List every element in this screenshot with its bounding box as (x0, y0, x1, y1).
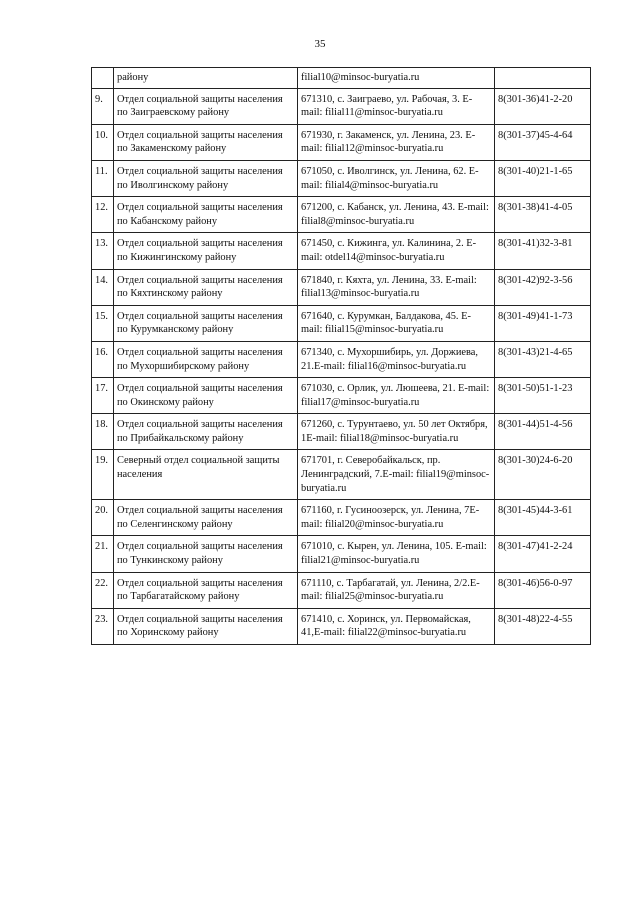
office-name: Отдел социальной защиты населения по Тункинскому району (114, 536, 298, 572)
office-address: 671410, с. Хоринск, ул. Первомайская, 41,E-mail: filial22@minsoc-buryatia.ru (298, 608, 495, 644)
row-number: 16. (92, 341, 114, 377)
table-row (92, 572, 591, 608)
office-phone: 8(301-36)41-2-20 (495, 88, 591, 124)
table-row (92, 233, 591, 269)
row-number: 23. (92, 608, 114, 644)
office-name: Отдел социальной защиты населения по Иволгинскому району (114, 160, 298, 196)
table-row (92, 160, 591, 196)
office-name: Отдел социальной защиты населения по Окинскому району (114, 378, 298, 414)
office-address: 671160, г. Гусиноозерск, ул. Ленина, 7E-mail: filial20@minsoc-buryatia.ru (298, 500, 495, 536)
row-number: 21. (92, 536, 114, 572)
page-number: 35 (314, 38, 326, 50)
table-row (92, 450, 591, 500)
office-address: 671930, г. Закаменск, ул. Ленина, 23. E-mail: filial12@minsoc-buryatia.ru (298, 124, 495, 160)
office-address: 671310, с. Заиграево, ул. Рабочая, 3. E-mail: filial11@minsoc-buryatia.ru (298, 88, 495, 124)
office-phone: 8(301-50)51-1-23 (495, 378, 591, 414)
office-name: Отдел социальной защиты населения по Селенгинскому району (114, 500, 298, 536)
row-number: 17. (92, 378, 114, 414)
table-row (92, 88, 591, 124)
office-address: 671260, с. Турунтаево, ул. 50 лет Октября, 1E-mail: filial18@minsoc-buryatia.ru (298, 414, 495, 450)
row-number: 11. (92, 160, 114, 196)
table-row (92, 269, 591, 305)
table-row (92, 500, 591, 536)
office-phone: 8(301-46)56-0-97 (495, 572, 591, 608)
table-row (92, 414, 591, 450)
office-address: 671340, с. Мухоршибирь, ул. Доржиева, 21.E-mail: filial16@minsoc-buryatia.ru (298, 341, 495, 377)
office-name: Отдел социальной защиты населения по Кижингинскому району (114, 233, 298, 269)
row-number: 20. (92, 500, 114, 536)
row-number: 9. (92, 88, 114, 124)
table-row (92, 341, 591, 377)
office-phone: 8(301-48)22-4-55 (495, 608, 591, 644)
office-name: Отдел социальной защиты населения по Мухоршибирскому району (114, 341, 298, 377)
office-phone (495, 68, 591, 89)
office-phone: 8(301-47)41-2-24 (495, 536, 591, 572)
office-phone: 8(301-42)92-3-56 (495, 269, 591, 305)
office-phone: 8(301-40)21-1-65 (495, 160, 591, 196)
table-row (92, 305, 591, 341)
office-address: filial10@minsoc-buryatia.ru (298, 68, 495, 89)
office-name: Отдел социальной защиты населения по Хоринскому району (114, 608, 298, 644)
office-phone: 8(301-44)51-4-56 (495, 414, 591, 450)
office-address: 671010, с. Кырен, ул. Ленина, 105. E-mail: filial21@minsoc-buryatia.ru (298, 536, 495, 572)
office-name: Отдел социальной защиты населения по Тарбагатайскому району (114, 572, 298, 608)
table-row (92, 378, 591, 414)
table-row (92, 197, 591, 233)
office-address: 671450, с. Кижинга, ул. Калинина, 2. E-mail: otdel14@minsoc-buryatia.ru (298, 233, 495, 269)
office-address: 671640, с. Курумкан, Балдакова, 45. E-mail: filial15@minsoc-buryatia.ru (298, 305, 495, 341)
row-number: 18. (92, 414, 114, 450)
office-phone: 8(301-37)45-4-64 (495, 124, 591, 160)
office-address: 671701, г. Северобайкальск, пр. Ленинградский, 7.E-mail: filial19@minsoc-buryatia.ru (298, 450, 495, 500)
office-directory-table (91, 67, 591, 645)
row-number (92, 68, 114, 89)
office-name: Отдел социальной защиты населения по Закаменскому району (114, 124, 298, 160)
table-row (92, 124, 591, 160)
table-row (92, 608, 591, 644)
office-address: 671030, с. Орлик, ул. Люшеева, 21. E-mail: filial17@minsoc-buryatia.ru (298, 378, 495, 414)
office-name: Отдел социальной защиты населения по Заиграевскому району (114, 88, 298, 124)
office-name: району (114, 68, 298, 89)
row-number: 14. (92, 269, 114, 305)
table-row (92, 536, 591, 572)
office-name: Отдел социальной защиты населения по Прибайкальскому району (114, 414, 298, 450)
office-address: 671840, г. Кяхта, ул. Ленина, 33. E-mail: filial13@minsoc-buryatia.ru (298, 269, 495, 305)
office-name: Отдел социальной защиты населения по Кяхтинскому району (114, 269, 298, 305)
table-row (92, 68, 591, 89)
row-number: 19. (92, 450, 114, 500)
row-number: 22. (92, 572, 114, 608)
office-phone: 8(301-49)41-1-73 (495, 305, 591, 341)
row-number: 15. (92, 305, 114, 341)
office-address: 671110, с. Тарбагатай, ул. Ленина, 2/2.E-mail: filial25@minsoc-buryatia.ru (298, 572, 495, 608)
office-phone: 8(301-43)21-4-65 (495, 341, 591, 377)
office-address: 671200, с. Кабанск, ул. Ленина, 43. E-mail: filial8@minsoc-buryatia.ru (298, 197, 495, 233)
office-phone: 8(301-45)44-3-61 (495, 500, 591, 536)
row-number: 13. (92, 233, 114, 269)
office-phone: 8(301-41)32-3-81 (495, 233, 591, 269)
office-name: Отдел социальной защиты населения по Кабанскому району (114, 197, 298, 233)
office-phone: 8(301-30)24-6-20 (495, 450, 591, 500)
office-phone: 8(301-38)41-4-05 (495, 197, 591, 233)
office-name: Северный отдел социальной защиты населения (114, 450, 298, 500)
row-number: 10. (92, 124, 114, 160)
office-address: 671050, с. Иволгинск, ул. Ленина, 62. E-mail: filial4@minsoc-buryatia.ru (298, 160, 495, 196)
office-name: Отдел социальной защиты населения по Курумканскому району (114, 305, 298, 341)
row-number: 12. (92, 197, 114, 233)
